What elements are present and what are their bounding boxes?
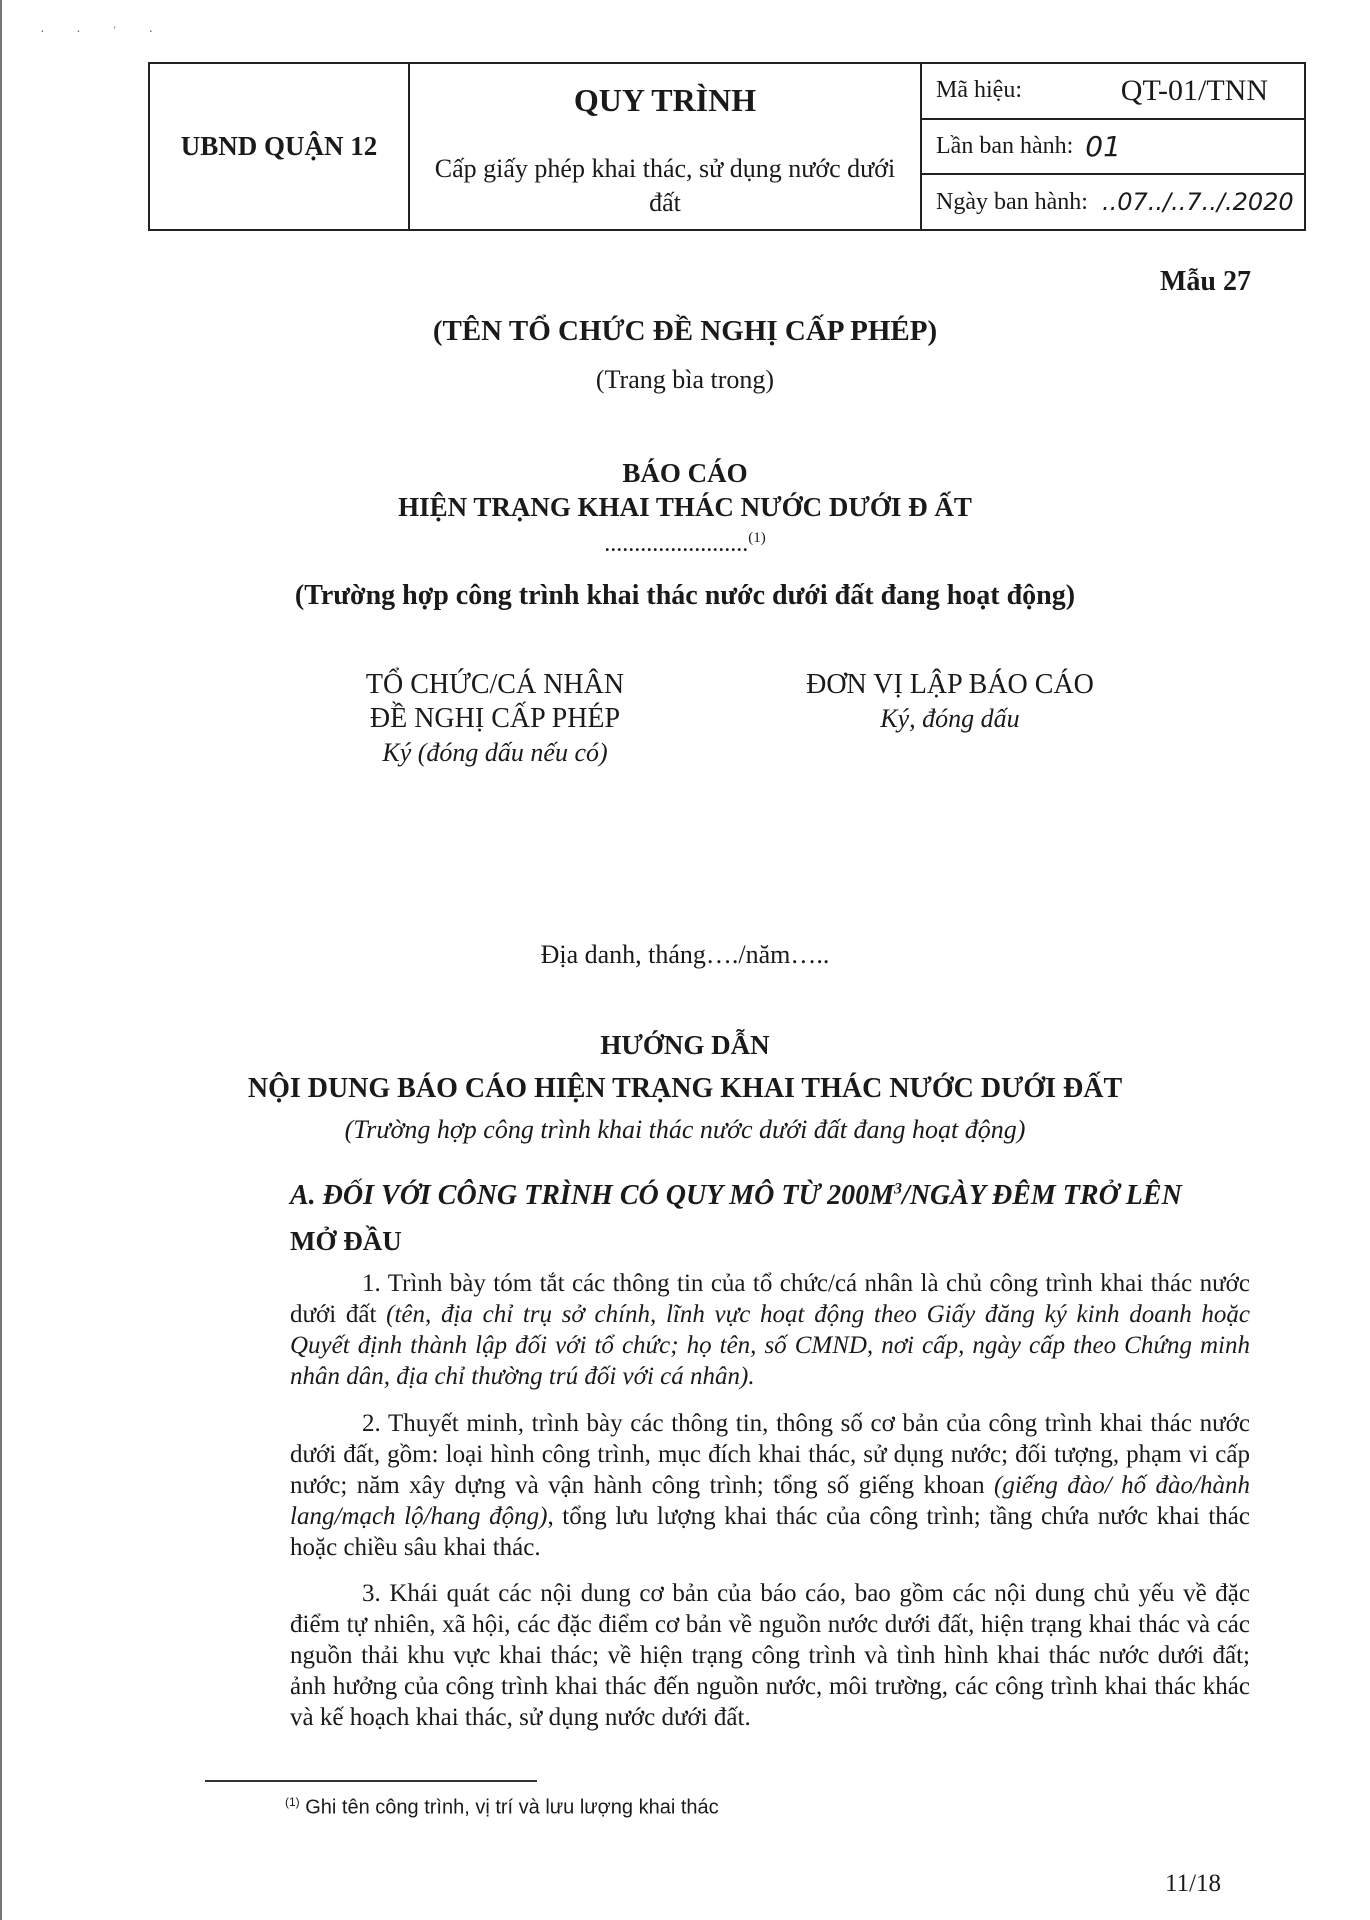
document-header-table xyxy=(148,62,1306,231)
paragraph-1 xyxy=(290,1268,1250,1392)
paragraph-2-italic: (giếng đào/ hố đào/hành lang/mạch lộ/hang động) xyxy=(290,1472,1250,1530)
organization-placeholder: (TÊN TỔ CHỨC ĐỀ NGHỊ CẤP PHÉP) xyxy=(432,315,938,347)
report-title: BÁO CÁO xyxy=(622,458,748,488)
header-date-label: Ngày ban hành: xyxy=(936,188,1088,215)
footnote xyxy=(285,1795,719,1820)
guide-title: HƯỚNG DẪN xyxy=(600,1030,770,1060)
signature-right-line1: ĐƠN VỊ LẬP BÁO CÁO xyxy=(806,669,1094,700)
section-a-heading xyxy=(290,1180,1182,1212)
guide-subtitle: NỘI DUNG BÁO CÁO HIỆN TRẠNG KHAI THÁC NƯỚC DƯỚI ĐẤT xyxy=(247,1073,1123,1104)
paragraph-3: 3. Khái quát các nội dung cơ bản của báo cáo, bao gồm các nội dung chủ yếu về đặc điểm tự nhiên, xã hội, các đặc điểm cơ bản về nguồn nước dưới đất, hiện trạng khai thác và các nguồn thải khu vực khai thác; về hiện trạng công trình và tình hình khai thác nước dưới đất; ảnh hưởng của công trình khai thác đến nguồn nước, môi trường, các công trình khai thác khác và kế hoạch khai thác, sử dụng nước dưới đất. xyxy=(290,1580,1250,1731)
guide-case: (Trường hợp công trình khai thác nước dưới đất đang hoạt động) xyxy=(344,1115,1026,1144)
header-organization: UBND QUẬN 12 xyxy=(150,64,410,229)
header-code-label: Mã hiệu: xyxy=(936,77,1022,104)
footnote-ref: (1) xyxy=(748,530,766,546)
paragraph-2-text-b: , tổng lưu lượng khai thác của công trình; tầng chứa nước khai thác hoặc chiều sâu khai thác. xyxy=(290,1503,1251,1561)
intro-heading: MỞ ĐẦU xyxy=(290,1226,402,1256)
report-subtitle: HIỆN TRẠNG KHAI THÁC NƯỚC DƯỚI Đ ẤT xyxy=(398,492,972,522)
header-title: QUY TRÌNH xyxy=(573,82,757,118)
header-procedure-cell xyxy=(410,64,922,229)
report-name-blank xyxy=(0,530,1370,558)
footnote-text: Ghi tên công trình, vị trí và lưu lượng khai thác xyxy=(299,1796,719,1819)
signature-block-preparer xyxy=(740,668,1160,736)
signature-left-line2: ĐỀ NGHỊ CẤP PHÉP xyxy=(369,703,621,734)
page-number: 11/18 xyxy=(1165,1870,1222,1897)
section-a-sup: 3 xyxy=(894,1180,903,1198)
header-date-value: ..07../..7../.2020 xyxy=(1101,188,1294,217)
paragraph-1-italic: (tên, địa chỉ trụ sở chính, lĩnh vực hoạt động theo Giấy đăng ký kinh doanh hoặc Quyết định thành lập đối với tổ chức; họ tên, số CMND, nơi cấp, ngày cấp theo Chứng minh nhân dân, địa chỉ thường trú đối với cá nhân). xyxy=(290,1301,1251,1390)
paragraph-2-text-a: 2. Thuyết minh, trình bày các thông tin, thông số cơ bản của công trình khai thác nước dưới đất, gồm: loại hình công trình, mục đích khai thác, sử dụng nước; đối tượng, phạm vi cấp nước; năm xây dựng và vận hành công trình; tổng số giếng khoan xyxy=(290,1410,1250,1499)
scan-specks: · · ˈ · xyxy=(40,25,168,40)
header-edition-value: 01 xyxy=(1085,130,1121,163)
section-a-text-after: /NGÀY ĐÊM TRỞ LÊN xyxy=(902,1180,1182,1211)
paragraph-2 xyxy=(290,1408,1250,1563)
header-code-row xyxy=(922,64,1304,118)
signature-block-applicant xyxy=(270,668,720,770)
signature-left-line1: TỔ CHỨC/CÁ NHÂN xyxy=(365,669,625,700)
report-dots: ........................ xyxy=(604,531,749,557)
header-date-row xyxy=(922,173,1304,229)
header-edition-label: Lần ban hành: xyxy=(936,133,1074,159)
header-code-value: QT-01/TNN xyxy=(1120,73,1268,107)
inner-cover-note: (Trang bìa trong) xyxy=(595,365,775,394)
header-subtitle: Cấp giấy phép khai thác, sử dụng nước dưới đất xyxy=(434,154,896,217)
form-number: Mẫu 27 xyxy=(1160,266,1251,297)
footnote-divider xyxy=(205,1780,537,1782)
header-meta-cell xyxy=(922,64,1304,229)
section-a-text-before: A. ĐỐI VỚI CÔNG TRÌNH CÓ QUY MÔ TỪ 200M xyxy=(290,1180,895,1211)
report-case: (Trường hợp công trình khai thác nước dưới đất đang hoạt động) xyxy=(294,580,1076,611)
place-date: Địa danh, tháng…./năm….. xyxy=(540,940,830,969)
header-edition-row xyxy=(922,118,1304,174)
signature-left-note: Ký (đóng dấu nếu có) xyxy=(382,738,608,767)
signature-right-note: Ký, đóng dấu xyxy=(880,704,1020,733)
paragraph-1-text: 1. Trình bày tóm tắt các thông tin của tổ chức/cá nhân là chủ công trình khai thác nước dưới đất xyxy=(290,1270,1250,1328)
footnote-number: (1) xyxy=(285,1795,300,1809)
